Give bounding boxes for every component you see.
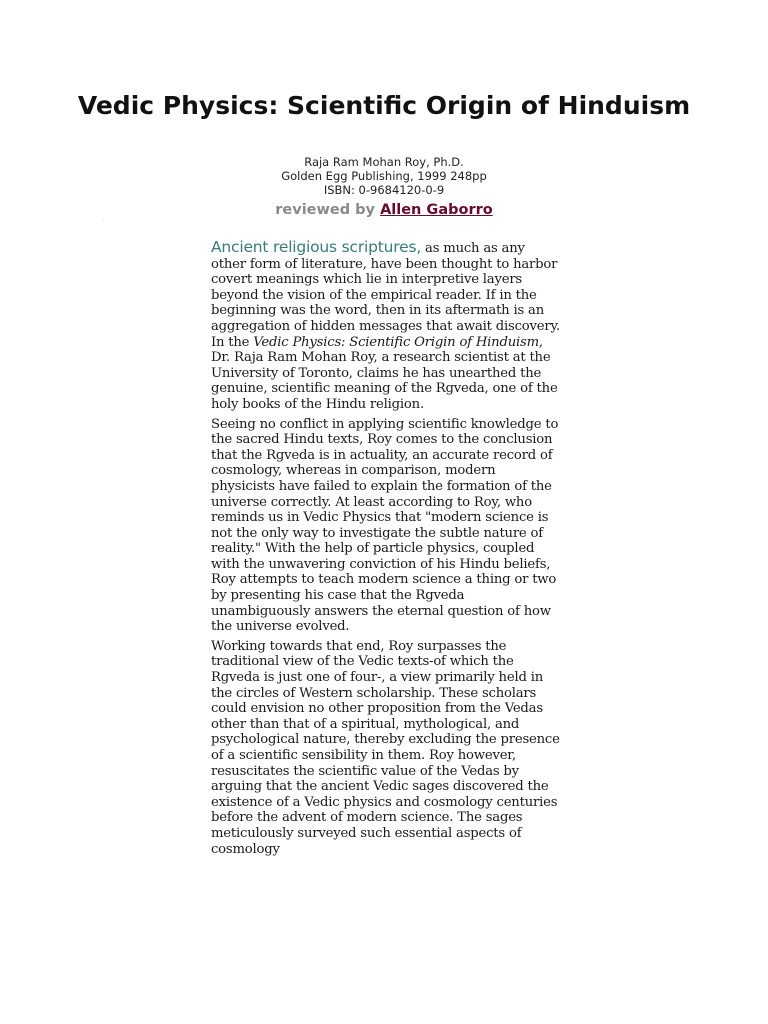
stray-mark: [103, 219, 104, 220]
lead-phrase: Ancient religious scriptures,: [211, 238, 422, 256]
paragraph-1-book-title: Vedic Physics: Scientific Origin of Hinduism: [253, 334, 539, 350]
reviewer-link[interactable]: Allen Gaborro: [380, 202, 493, 218]
reviewed-by-line: [0, 200, 768, 220]
reviewed-by-label: reviewed by: [275, 202, 375, 218]
paragraph-1-part-b: , Dr. Raja Ram Mohan Roy, a research scientist at the University of Toronto, claims he has unearthed the genuine, scientific meaning of the Rgveda, one of the holy books of the Hindu religion.: [211, 334, 558, 412]
paragraph-1: [211, 240, 561, 413]
paragraph-2: Seeing no conflict in applying scientific knowledge to the sacred Hindu texts, Roy comes to the conclusion that the Rgveda is in actuality, an accurate record of cosmology, whereas in comparison, modern physicists have failed to explain the formation of the universe correctly. At least according to Roy, who reminds us in Vedic Physics that "modern science is not the only way to investigate the subtle nature of reality." With the help of particle physics, coupled with the unwavering conviction of his Hindu beliefs, Roy attempts to teach modern science a thing or two by presenting his case that the Rgveda unambiguously answers the eternal question of how the universe evolved.: [211, 416, 559, 635]
book-title: Vedic Physics: Scientific Origin of Hinduism: [77, 91, 691, 120]
paragraph-1-part-a: as much as any other form of literature, have been thought to harbor covert meanings which lie in interpretive layers beyond the vision of the empirical reader. If in the beginning was the word, then in its aftermath is an aggregation of hidden messages that await discovery. In the: [211, 241, 560, 350]
review-body: [211, 240, 561, 861]
book-isbn: ISBN: 0-9684120-0-9: [323, 183, 445, 197]
book-publisher: Golden Egg Publishing, 1999 248pp: [281, 169, 487, 183]
paragraph-3: Working towards that end, Roy surpasses the traditional view of the Vedic texts-of which the Rgveda is just one of four-, a view primarily held in the circles of Western scholarship. These scholars could envision no other proposition from the Vedas other than that of a spiritual, mythological, and psychological nature, thereby excluding the presence of a scientific sensibility in them. Roy however, resuscitates the scientific value of the Vedas by arguing that the ancient Vedic sages discovered the existence of a Vedic physics and cosmology centuries before the advent of modern science. The sages meticulously surveyed such essential aspects of cosmology: [211, 638, 560, 857]
book-author: Raja Ram Mohan Roy, Ph.D.: [304, 155, 464, 169]
